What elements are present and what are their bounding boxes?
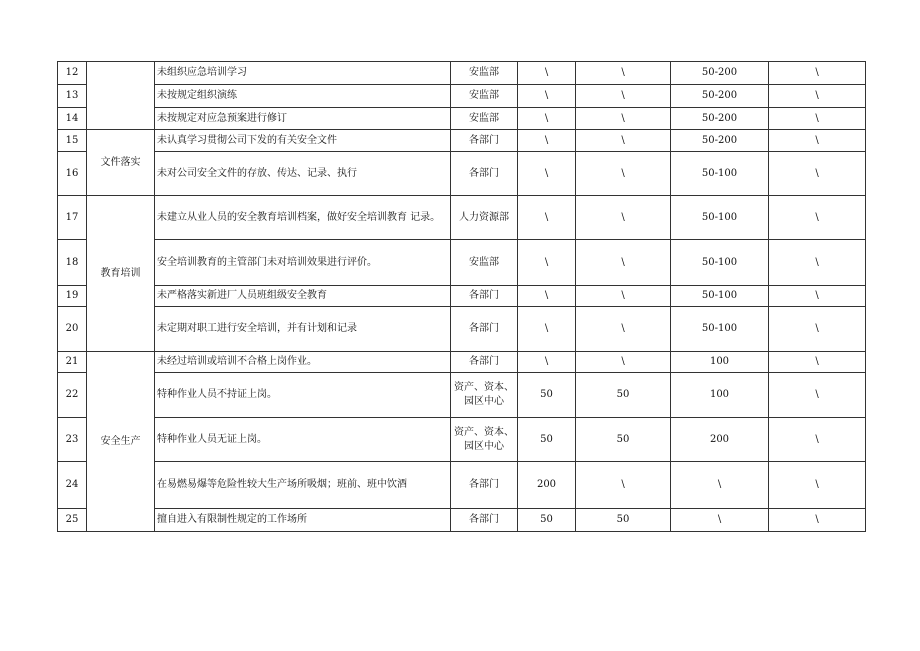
item-description: 未按规定对应急预案进行修订	[155, 108, 451, 130]
value-col-3: 50-100	[671, 240, 769, 286]
table-row	[58, 307, 866, 352]
value-col-1: 50	[518, 509, 576, 532]
value-col-4: \	[769, 152, 866, 196]
value-col-1: \	[518, 352, 576, 373]
responsible-dept: 资产、资本、园区中心	[451, 418, 518, 462]
responsible-dept: 各部门	[451, 307, 518, 352]
responsible-dept: 安监部	[451, 85, 518, 108]
item-description: 特种作业人员无证上岗。	[155, 418, 451, 462]
item-description: 未对公司安全文件的存放、传达、记录、执行	[155, 152, 451, 196]
value-col-2: \	[576, 62, 671, 85]
table-row	[58, 286, 866, 307]
item-description: 未经过培训或培训不合格上岗作业。	[155, 352, 451, 373]
value-col-2: \	[576, 286, 671, 307]
value-col-1: \	[518, 130, 576, 152]
value-col-3: 50-200	[671, 130, 769, 152]
table-row	[58, 462, 866, 509]
value-col-4: \	[769, 240, 866, 286]
row-number: 20	[58, 307, 87, 352]
table-row	[58, 418, 866, 462]
row-number: 17	[58, 196, 87, 240]
value-col-1: 50	[518, 418, 576, 462]
responsible-dept: 各部门	[451, 286, 518, 307]
item-description: 安全培训教育的主管部门未对培训效果进行评价。	[155, 240, 451, 286]
value-col-3: 50-100	[671, 152, 769, 196]
value-col-3: \	[671, 509, 769, 532]
value-col-3: 50-100	[671, 286, 769, 307]
row-number: 21	[58, 352, 87, 373]
table-row	[58, 509, 866, 532]
value-col-4: \	[769, 85, 866, 108]
value-col-4: \	[769, 509, 866, 532]
value-col-3: 100	[671, 352, 769, 373]
value-col-3: 50-200	[671, 85, 769, 108]
responsible-dept: 资产、资本、园区中心	[451, 373, 518, 418]
value-col-1: \	[518, 62, 576, 85]
item-description: 特种作业人员不持证上岗。	[155, 373, 451, 418]
value-col-4: \	[769, 196, 866, 240]
row-number: 22	[58, 373, 87, 418]
responsible-dept: 人力资源部	[451, 196, 518, 240]
value-col-2: \	[576, 130, 671, 152]
responsible-dept: 安监部	[451, 108, 518, 130]
value-col-3: 50-100	[671, 196, 769, 240]
table-row	[58, 62, 866, 85]
value-col-2: \	[576, 307, 671, 352]
row-number: 24	[58, 462, 87, 509]
category-file-implementation: 文件落实	[87, 130, 155, 196]
item-description: 未按规定组织演练	[155, 85, 451, 108]
item-description: 擅自进入有限制性规定的工作场所	[155, 509, 451, 532]
item-description: 未建立从业人员的安全教育培训档案，做好安全培训教育 记录。	[155, 196, 451, 240]
item-description: 在易燃易爆等危险性较大生产场所吸烟；班前、班中饮酒	[155, 462, 451, 509]
value-col-4: \	[769, 462, 866, 509]
item-description: 未组织应急培训学习	[155, 62, 451, 85]
table-row	[58, 130, 866, 152]
row-number: 14	[58, 108, 87, 130]
value-col-3: 50-200	[671, 62, 769, 85]
responsible-dept: 各部门	[451, 462, 518, 509]
responsible-dept: 各部门	[451, 352, 518, 373]
row-number: 13	[58, 85, 87, 108]
category-cell-blank	[87, 62, 155, 130]
value-col-2: \	[576, 196, 671, 240]
table-row	[58, 85, 866, 108]
value-col-1: 200	[518, 462, 576, 509]
value-col-3: 200	[671, 418, 769, 462]
responsible-dept: 各部门	[451, 152, 518, 196]
value-col-1: \	[518, 152, 576, 196]
table-row	[58, 196, 866, 240]
item-description: 未定期对职工进行安全培训，并有计划和记录	[155, 307, 451, 352]
value-col-1: \	[518, 196, 576, 240]
value-col-1: \	[518, 240, 576, 286]
value-col-2: \	[576, 352, 671, 373]
row-number: 25	[58, 509, 87, 532]
row-number: 19	[58, 286, 87, 307]
value-col-1: \	[518, 307, 576, 352]
row-number: 16	[58, 152, 87, 196]
responsible-dept: 各部门	[451, 130, 518, 152]
value-col-2: \	[576, 462, 671, 509]
value-col-4: \	[769, 108, 866, 130]
value-col-4: \	[769, 286, 866, 307]
value-col-3: 50-200	[671, 108, 769, 130]
value-col-4: \	[769, 373, 866, 418]
value-col-1: 50	[518, 373, 576, 418]
value-col-4: \	[769, 307, 866, 352]
value-col-1: \	[518, 85, 576, 108]
penalty-table	[57, 61, 866, 532]
value-col-1: \	[518, 286, 576, 307]
table-row	[58, 373, 866, 418]
value-col-3: \	[671, 462, 769, 509]
value-col-2: 50	[576, 509, 671, 532]
value-col-2: \	[576, 152, 671, 196]
responsible-dept: 安监部	[451, 240, 518, 286]
value-col-4: \	[769, 352, 866, 373]
value-col-2: \	[576, 108, 671, 130]
row-number: 15	[58, 130, 87, 152]
category-safe-production: 安全生产	[87, 352, 155, 532]
value-col-3: 100	[671, 373, 769, 418]
table-row	[58, 240, 866, 286]
row-number: 18	[58, 240, 87, 286]
item-description: 未认真学习贯彻公司下发的有关安全文件	[155, 130, 451, 152]
responsible-dept: 各部门	[451, 509, 518, 532]
value-col-4: \	[769, 418, 866, 462]
row-number: 12	[58, 62, 87, 85]
value-col-4: \	[769, 130, 866, 152]
table-row	[58, 152, 866, 196]
row-number: 23	[58, 418, 87, 462]
value-col-4: \	[769, 62, 866, 85]
item-description: 未严格落实新进厂人员班组级安全教育	[155, 286, 451, 307]
table-row	[58, 352, 866, 373]
value-col-2: 50	[576, 373, 671, 418]
table-row	[58, 108, 866, 130]
value-col-2: 50	[576, 418, 671, 462]
responsible-dept: 安监部	[451, 62, 518, 85]
category-education-training: 教育培训	[87, 196, 155, 352]
value-col-2: \	[576, 240, 671, 286]
value-col-2: \	[576, 85, 671, 108]
value-col-3: 50-100	[671, 307, 769, 352]
value-col-1: \	[518, 108, 576, 130]
